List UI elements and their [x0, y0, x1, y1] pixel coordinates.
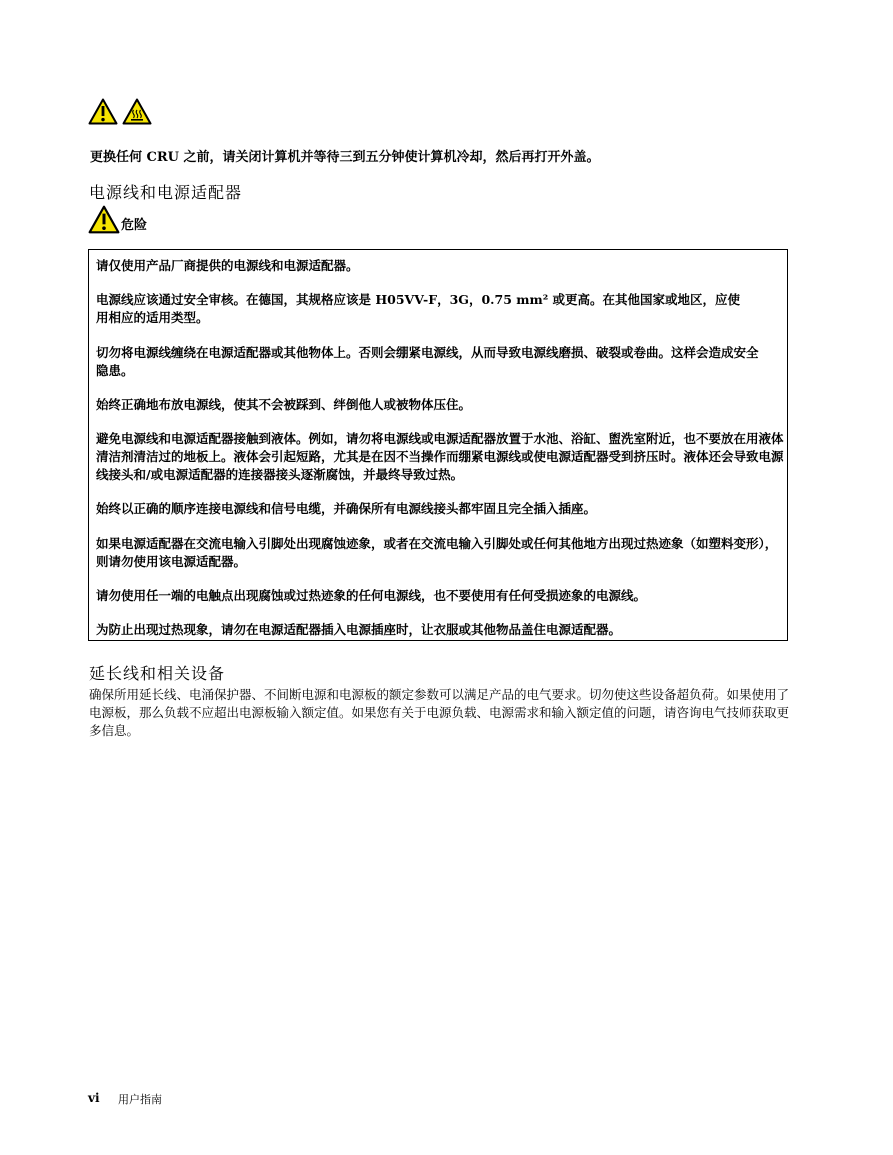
- danger-icon: [88, 205, 120, 234]
- danger-paragraph: 为防止出现过热现象，请勿在电源适配器插入电源插座时，让衣服或其他物品盖住电源适配器。: [96, 622, 622, 637]
- warning-icons: [88, 98, 152, 125]
- section-heading-power-cord: 电源线和电源适配器: [89, 183, 243, 202]
- danger-paragraph: 避免电源线和电源适配器接触到液体。例如，请勿将电源线或电源适配器放置于水池、浴缸、盥洗室附近，也不要放在用液体清洁剂清洁过的地板上。液体会引起短路，尤其是在因不当操作而绷紧电源线或使电源适配器受到挤压时。液体还会导致电源线接头和/或电源适配器的连接器接头逐渐腐蚀，并最终导致过热。: [96, 431, 784, 482]
- section-heading-extension-cords: 延长线和相关设备: [89, 664, 226, 683]
- danger-paragraph: 始终正确地布放电源线，使其不会被踩到、绊倒他人或被物体压住。: [96, 397, 472, 412]
- extension-cords-body: 确保所用延长线、电涌保护器、不间断电源和电源板的额定参数可以满足产品的电气要求。切勿使这些设备超负荷。如果使用了电源板，那么负载不应超出电源板输入额定值。如果您有关于电源负载、电源需求和输入额定值的问题，请咨询电气技师获取更多信息。: [89, 687, 790, 738]
- warning-icon: [88, 98, 118, 125]
- hot-surface-icon: [122, 98, 152, 125]
- danger-paragraph: 电源线应该通过安全审核。在德国，其规格应该是 H05VV-F，3G，0.75 mm² 或更高。在其他国家或地区，应使用相应的适用类型。: [96, 292, 741, 325]
- danger-label-row: [88, 205, 147, 234]
- page-number: vi: [88, 1091, 100, 1105]
- danger-label: 危险: [121, 218, 148, 233]
- cru-warning-text: 更换任何 CRU 之前，请关闭计算机并等待三到五分钟使计算机冷却，然后再打开外盖。: [90, 150, 600, 165]
- danger-paragraph: 如果电源适配器在交流电输入引脚处出现腐蚀迹象，或者在交流电输入引脚处或任何其他地方出现过热迹象（如塑料变形），则请勿使用该电源适配器。: [96, 536, 778, 569]
- danger-paragraph: 切勿将电源线缠绕在电源适配器或其他物体上。否则会绷紧电源线，从而导致电源线磨损、破裂或卷曲。这样会造成安全隐患。: [96, 345, 759, 378]
- danger-paragraph: 请仅使用产品厂商提供的电源线和电源适配器。: [96, 258, 359, 273]
- danger-paragraph: 始终以正确的顺序连接电源线和信号电缆，并确保所有电源线接头都牢固且完全插入插座。: [96, 501, 597, 516]
- danger-paragraph: 请勿使用任一端的电触点出现腐蚀或过热迹象的任何电源线，也不要使用有任何受损迹象的电源线。: [96, 588, 647, 603]
- footer-document-title: 用户指南: [118, 1093, 162, 1106]
